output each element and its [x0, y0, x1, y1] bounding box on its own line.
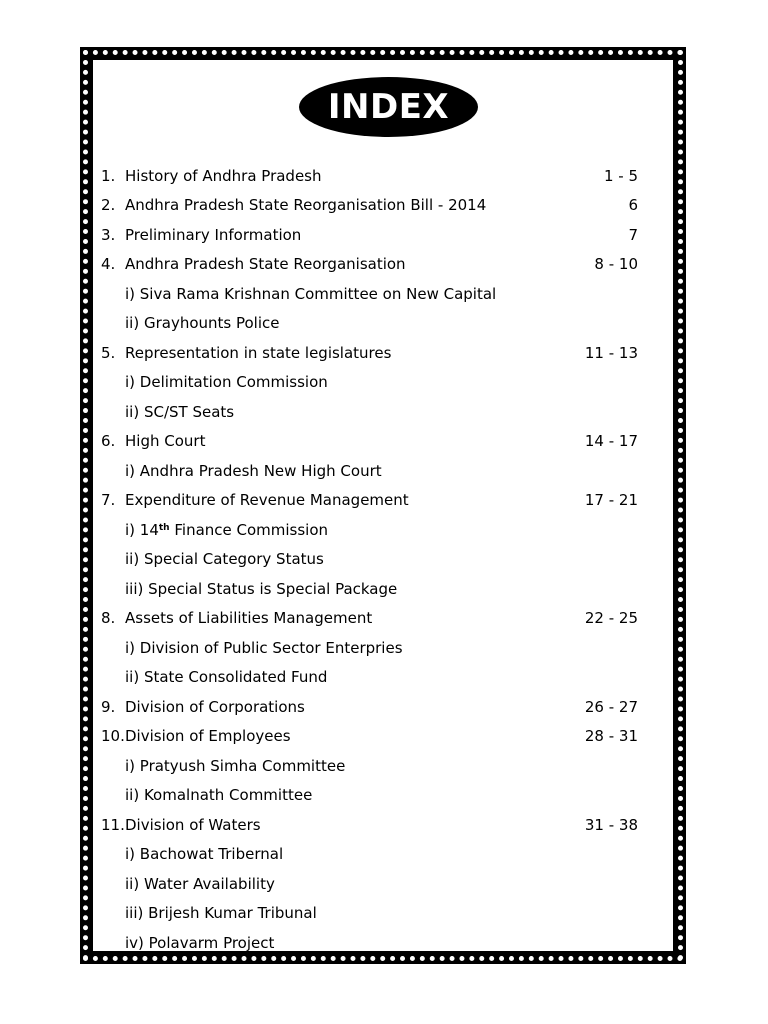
entry-title: Division of Waters: [125, 816, 261, 834]
subentry-title: i) Bachowat Tribernal: [125, 845, 284, 863]
subentry-title: ii) Water Availability: [125, 875, 275, 893]
index-entry: [101, 724, 638, 748]
subentry-title: ii) Grayhounts Police: [125, 314, 280, 332]
entry-pages: 14 - 17: [584, 432, 638, 450]
index-entry: [101, 695, 638, 719]
subentry-title-prefix: i) 14: [125, 521, 159, 539]
entry-pages: 7: [628, 226, 638, 244]
index-entry: [101, 606, 638, 630]
index-subentry: [101, 783, 638, 807]
entry-title: Andhra Pradesh State Reorganisation: [125, 255, 406, 273]
index-entry: [101, 164, 638, 188]
index-entry: [101, 193, 638, 217]
subentry-title: iii) Special Status is Special Package: [125, 580, 398, 598]
index-entry: [101, 341, 638, 365]
entry-title: High Court: [125, 432, 206, 450]
subentry-title: i) Division of Public Sector Enterpries: [125, 639, 403, 657]
entry-number: 10.: [101, 727, 125, 745]
index-subentry: [101, 311, 638, 335]
index-entry: [101, 429, 638, 453]
entry-number: 5.: [101, 344, 116, 362]
subentry-title: iv) Polavarm Project: [125, 934, 275, 952]
index-entry: [101, 813, 638, 837]
index-subentry: [101, 842, 638, 866]
index-entry: [101, 223, 638, 247]
subentry-title: i) Siva Rama Krishnan Committee on New Capital: [125, 285, 497, 303]
subentry-title: i) Pratyush Simha Committee: [125, 757, 346, 775]
index-subentry: [101, 901, 638, 925]
entry-number: 3.: [101, 226, 116, 244]
subentry-title: [125, 518, 328, 542]
entry-pages: 22 - 25: [584, 609, 638, 627]
entry-number: 6.: [101, 432, 116, 450]
index-subentry: [101, 754, 638, 778]
index-subentry: [101, 370, 638, 394]
entry-number: 11.: [101, 816, 125, 834]
entry-pages: 6: [628, 196, 638, 214]
entry-title: Andhra Pradesh State Reorganisation Bill - 2014: [125, 196, 487, 214]
entry-pages: 28 - 31: [584, 727, 638, 745]
subentry-title: ii) Komalnath Committee: [125, 786, 313, 804]
subentry-title: i) Andhra Pradesh New High Court: [125, 462, 382, 480]
subentry-title-rest: Finance Commission: [169, 521, 329, 539]
index-subentry: [101, 518, 638, 542]
ordinal-suffix: th: [158, 523, 170, 533]
subentry-title: ii) SC/ST Seats: [125, 403, 235, 421]
entry-pages: 11 - 13: [584, 344, 638, 362]
entry-number: 1.: [101, 167, 116, 185]
index-subentry: [101, 400, 638, 424]
index-subentry: [101, 665, 638, 689]
entry-pages: 26 - 27: [584, 698, 638, 716]
subentry-title: ii) State Consolidated Fund: [125, 668, 328, 686]
entry-pages: 8 - 10: [594, 255, 638, 273]
entry-title: Division of Employees: [125, 727, 291, 745]
index-subentry: [101, 547, 638, 571]
subentry-title: ii) Special Category Status: [125, 550, 324, 568]
entry-number: 7.: [101, 491, 116, 509]
page-border: [80, 47, 686, 964]
entry-pages: 17 - 21: [584, 491, 638, 509]
entry-number: 2.: [101, 196, 116, 214]
page-title: INDEX: [327, 87, 450, 127]
subentry-title: i) Delimitation Commission: [125, 373, 328, 391]
index-subentry: [101, 931, 638, 955]
entry-number: 4.: [101, 255, 116, 273]
index-subentry: [101, 872, 638, 896]
entry-title: Preliminary Information: [125, 226, 302, 244]
title-oval: [299, 77, 478, 137]
entry-title: Division of Corporations: [125, 698, 305, 716]
index-subentry: [101, 459, 638, 483]
entry-title: Representation in state legislatures: [125, 344, 392, 362]
subentry-title: iii) Brijesh Kumar Tribunal: [125, 904, 317, 922]
entry-title: History of Andhra Pradesh: [125, 167, 322, 185]
index-subentry: [101, 577, 638, 601]
index-subentry: [101, 636, 638, 660]
index-page: [93, 60, 673, 951]
entry-number: 9.: [101, 698, 116, 716]
index-subentry: [101, 282, 638, 306]
entry-number: 8.: [101, 609, 116, 627]
index-entry: [101, 252, 638, 276]
entry-pages: 1 - 5: [603, 167, 638, 185]
entry-title: Expenditure of Revenue Management: [125, 491, 409, 509]
index-entry: [101, 488, 638, 512]
entry-title: Assets of Liabilities Management: [125, 609, 373, 627]
entry-pages: 31 - 38: [584, 816, 638, 834]
